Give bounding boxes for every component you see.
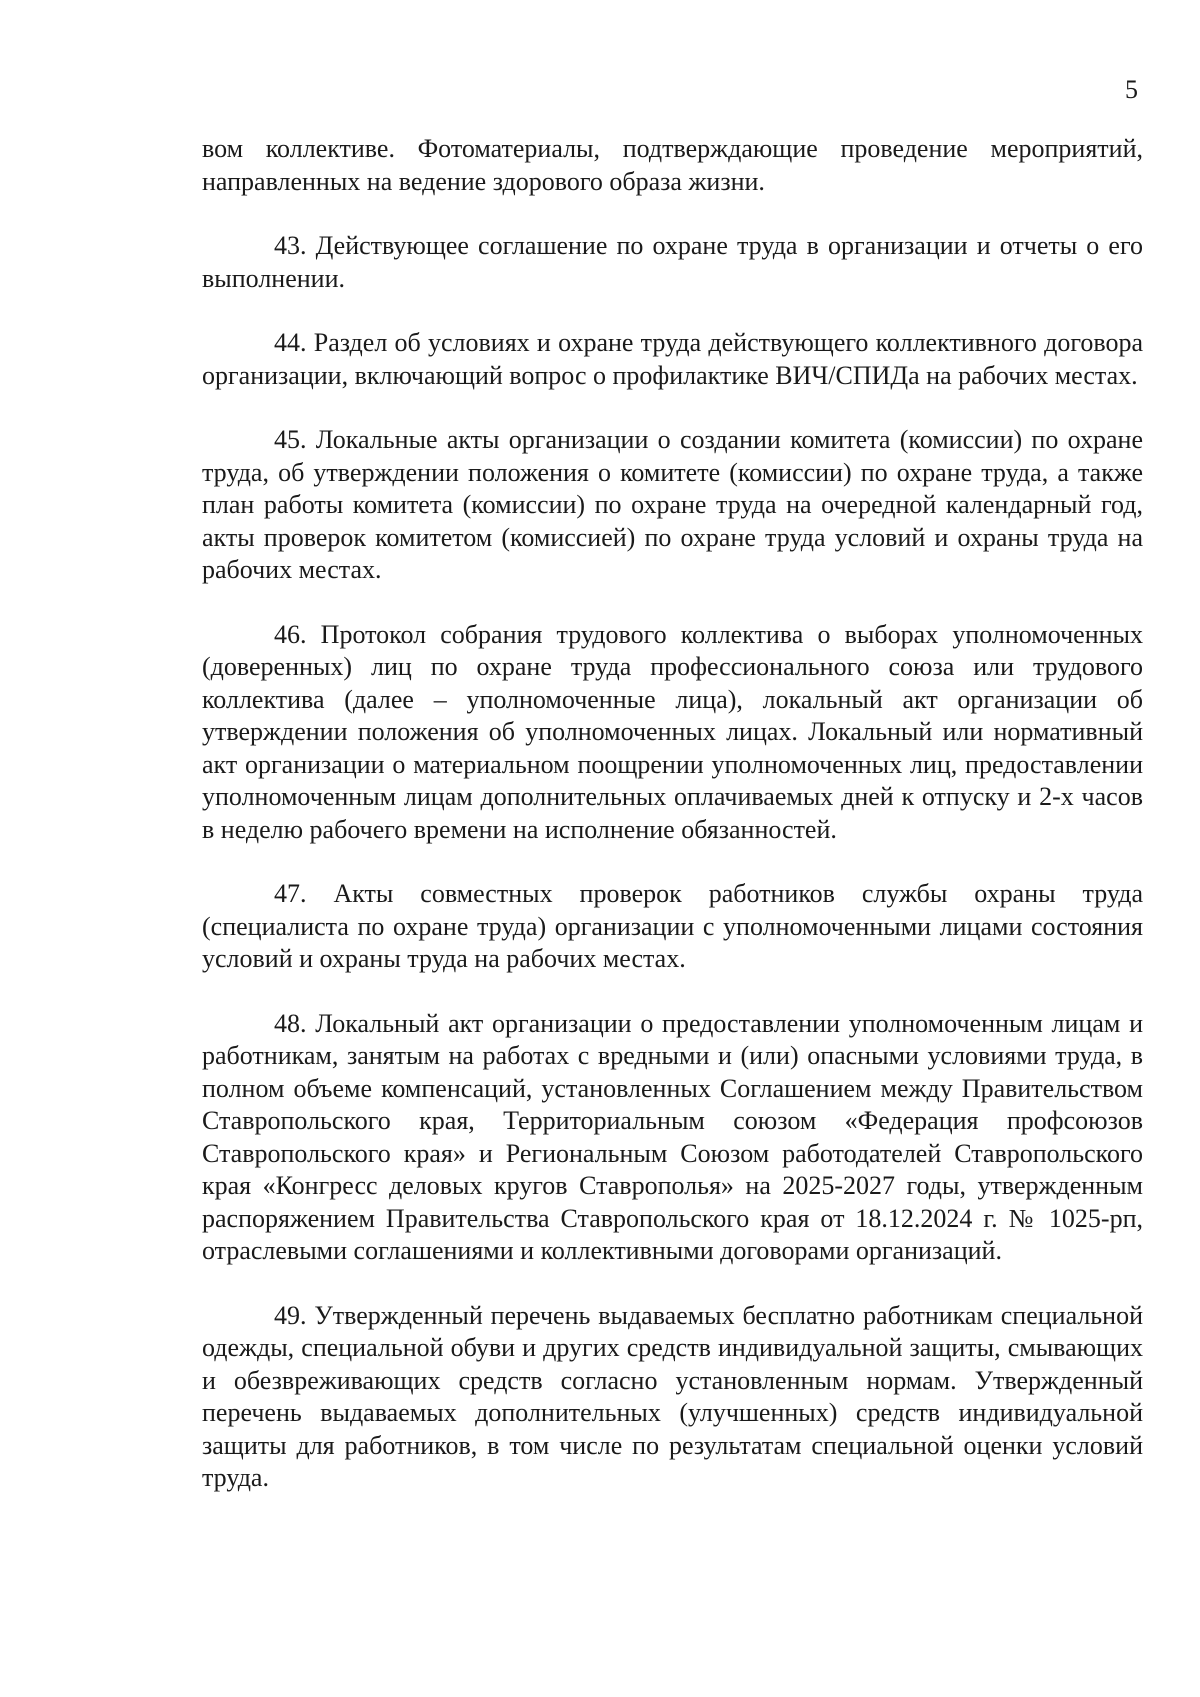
page-number: 5	[1125, 75, 1138, 104]
paragraph-item-43: 43. Действующее соглашение по охране труда в организации и отчеты о его выполнении.	[202, 231, 1143, 293]
document-body	[202, 133, 1143, 1527]
paragraph-item-49: 49. Утвержденный перечень выдаваемых бесплатно работникам специальной одежды, специальной обуви и других средств индивидуальной защиты, смывающих и обезвреживающих средств согласно установленным нормам. Утвержденный перечень выдаваемых дополнительных (улучшенных) средств индивидуальной защиты для работников, в том числе по результатам специальной оценки условий труда.	[202, 1300, 1143, 1492]
paragraph-continuation: вом коллективе. Фотоматериалы, подтверждающие проведение мероприятий, направленных на ведение здорового образа жизни.	[202, 134, 1143, 196]
paragraph-item-44: 44. Раздел об условиях и охране труда действующего коллективного договора организации, включающий вопрос о профилактике ВИЧ/СПИДа на рабочих местах.	[202, 328, 1143, 390]
paragraph-item-48: 48. Локальный акт организации о предоставлении уполномоченным лицам и работникам, занятым на работах с вредными и (или) опасными условиями труда, в полном объеме компенсаций, установленных Соглашением между Правительством Ставропольского края, Территориальным союзом «Федерация профсоюзов Ставропольского края» и Региональным Союзом работодателей Ставропольского края «Конгресс деловых кругов Ставрополья» на 2025-2027 годы, утвержденным распоряжением Правительства Ставропольского края от 18.12.2024 г. № 1025-рп, отраслевыми соглашениями и коллективными договорами организаций.	[202, 1008, 1143, 1265]
paragraph-item-45: 45. Локальные акты организации о создании комитета (комиссии) по охране труда, об утверждении положения о комитете (комиссии) по охране труда, а также план работы комитета (комиссии) по охране труда на очередной календарный год, акты проверок комитетом (комиссией) по охране труда условий и охраны труда на рабочих местах.	[202, 425, 1143, 584]
paragraph-item-46: 46. Протокол собрания трудового коллектива о выборах уполномоченных (доверенных) лиц по охране труда профессионального союза или трудового коллектива (далее – уполномоченные лица), локальный акт организации об утверждении положения об уполномоченных лицах. Локальный или нормативный акт организации о материальном поощрении уполномоченных лиц, предоставлении уполномоченным лицам дополнительных оплачиваемых дней к отпуску и 2-х часов в неделю рабочего времени на исполнение обязанностей.	[202, 619, 1143, 844]
paragraph-item-47: 47. Акты совместных проверок работников службы охраны труда (специалиста по охране труда) организации с уполномоченными лицами состояния условий и охраны труда на рабочих местах.	[202, 879, 1143, 973]
